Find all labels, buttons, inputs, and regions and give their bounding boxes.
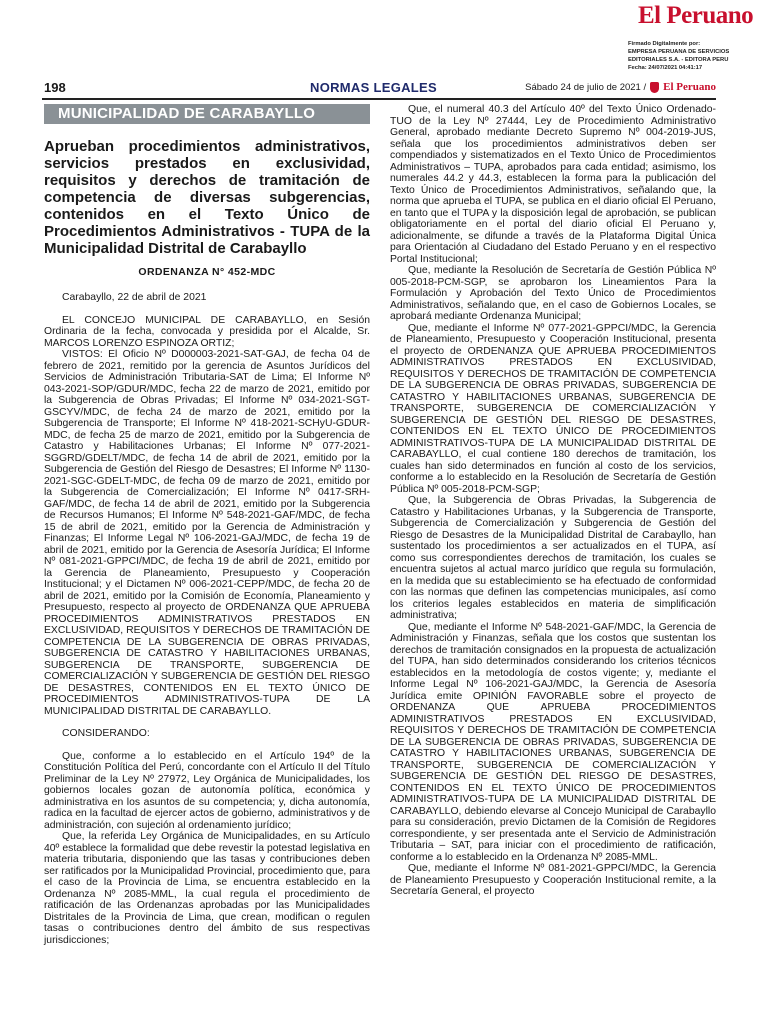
left-column [44,104,370,946]
paragraph: Que, mediante el Informe Nº 081-2021-GPPCI/MDC, la Gerencia de Planeamiento Presupuesto y Cooperación Institucional remite, a la Secretaría General, el proyecto [390,863,716,897]
paragraph: VISTOS: El Oficio Nº D000003-2021-SAT-GAJ, de fecha 04 de febrero de 2021, remitido por la gerencia de Asuntos Jurídicos del Servicios de Administración Tributaria-SAT de Lima; El Informe Nº 043-2021-SOP/GDUR/MDC, fecha 22 de marzo de 2021, emitido por la Subgerencia de Obras Privadas; El Informe Nº 034-2021-SGT-GSCYV/MDC, de fecha 24 de marzo de 2021, emitido por la Subgerencia de Transporte; El Informe Nº 418-2021-SCHyU-GDUR-MDC, de fecha 25 de marzo de 2021, emitido por la Subgerencia de Catastro y Habilitaciones Urbanas; El Informe Nº 077-2021-SGGRD/GDELT/MDC, de fecha 14 de abril de 2021, emitido por la Subgerencia de Gestión del Riesgo de Desastres; El Informe Nº 1130-2021-SGC-GDELT-MDC, de fecha 09 de marzo de 2021, emitido por la Subgerencia de Comercialización; El Informe Nº 0417-SRH-GAF/MDC, de fecha 14 de abril de 2021, emitido por la Subgerencia de Recursos Humanos; El Informe Nº 548-2021-GAF/MDC, de fecha 15 de abril de 2021, emitido por la Gerencia de Administración y Finanzas; El Informe Legal Nº 106-2021-GAJ/MDC, de fecha 19 de abril de 2021, emitido por la Gerencia de Asesoría Jurídica; El Informe Nº 081-2021-GPPCI/MDC, de fecha 19 de abril de 2021, emitido por la Gerencia de Planeamiento, Presupuesto y Cooperación Institucional; y el Dictamen Nº 006-2021-CEPP/MDC, de fecha 20 de abril de 2021, emitido por la Comisión de Economía, Planeamiento y Presupuesto, respecto al proyecto de ORDENANZA QUE APRUEBA PROCEDIMIENTOS ADMINISTRATIVOS PRESTADOS EN EXCLUSIVIDAD, REQUISITOS Y DERECHOS DE TRAMITACIÓN DE COMPETENCIA DE LA SUBGERENCIA DE OBRAS PRIVADAS, SUBGERENCIA DE CATASTRO Y HABILITACIONES URBANAS, SUBGERENCIA DE TRANSPORTE, SUBGERENCIA DE COMERCIALIZACIÓN Y SUBGERENCIA DE GESTIÓN DEL RIESGO DE DESASTRES, CONTENIDOS EN EL TEXTO ÚNICO DE PROCEDIMIENTOS ADMINISTRATIVOS-TUPA DE LA MUNICIPALIDAD DISTRITAL DE CARABAYLLO. [44,349,370,717]
signature-line: EDITORIALES S.A. - EDITORA PERU [628,57,729,63]
publication-date: Sábado 24 de julio de 2021 / [525,81,647,93]
masthead [628,0,768,82]
institution-banner: MUNICIPALIDAD DE CARABAYLLO [44,104,370,124]
paragraph: Que, mediante la Resolución de Secretaría de Gestión Pública Nº 005-2018-PCM-SGP, se aprobaron los Lineamientos Para la Formulación y Aprobación del Texto Único de Procedimientos Administrativos, señalando que, en el caso de Gobiernos Locales, se aprobará mediante Ordenanza Municipal; [390,265,716,322]
signature-line: Firmado Digitalmente por: [628,41,701,47]
shield-icon [650,82,659,93]
header-divider [42,98,716,100]
header-logo: El Peruano [663,81,716,93]
paragraph: Que, mediante el Informe Nº 077-2021-GPPCI/MDC, la Gerencia de Planeamiento, Presupuesto y Cooperación Institucional, presenta el proyecto de ORDENANZA QUE APRUEBA PROCEDIMIENTOS ADMINISTRATIVOS PRESTADOS EN EXCLUSIVIDAD, REQUISITOS Y DERECHOS DE TRAMITACIÓN DE COMPETENCIA DE LA SUBGERENCIA DE OBRAS PRIVADAS, SUBGERENCIA DE CATASTRO Y HABILITACIONES URBANAS, SUBGERENCIA DE TRANSPORTE, SUBGERENCIA DE COMERCIALIZACIÓN Y SUBGERENCIA DE GESTIÓN DEL RIESGO DE DESASTRES, CONTENIDOS EN EL TEXTO ÚNICO DE PROCEDIMIENTOS ADMINISTRATIVOS-TUPA DE LA MUNICIPALIDAD DISTRITAL DE CARABAYLLO, el cual contiene 180 derechos de tramitación, los cuales han sido determinados en función al costo de los servicios, conforme a lo establecido en la Resolución de Secretaría de Gestión Pública Nº 005-2018-PCM-SGP; [390,322,716,495]
article-title: Aprueban procedimientos administrativos, servicios prestados en exclusividad, requisitos y derechos de tramitación de competencia de diversas subgerencias, contenidos en el Texto Único de Procedimientos Administrativos - TUPA de la Municipalidad Distrital de Carabayllo [44,137,370,257]
header-date-block [525,81,716,93]
signature-line: EMPRESA PERUANA DE SERVICIOS [628,49,730,55]
paragraph: Carabayllo, 22 de abril de 2021 [62,292,207,303]
section-title: NORMAS LEGALES [310,80,437,95]
paragraph: Que, mediante el Informe Nº 548-2021-GAF/MDC, la Gerencia de Administración y Finanzas, señala que los costos que sustentan los derechos de tramitación consignados en la propuesta de actualización del TUPA, han sido determinados considerando los criterios técnicos establecidos en la metodología de costos vigente; y, mediante el Informe Legal Nº 106-2021-GAJ/MDC, la Gerencia de Asesoría Jurídica emite OPINIÓN FAVORABLE sobre el proyecto de ORDENANZA QUE APRUEBA PROCEDIMIENTOS ADMINISTRATIVOS PRESTADOS EN EXCLUSIVIDAD, REQUISITOS Y DERECHOS DE TRAMITACIÓN DE COMPETENCIA DE LA SUBGERENCIA DE OBRAS PRIVADAS, SUBGERENCIA DE CATASTRO Y HABILITACIONES URBANAS, SUBGERENCIA DE TRANSPORTE, SUBGERENCIA DE COMERCIALIZACIÓN Y SUBGERENCIA DE GESTIÓN DEL RIESGO DE DESASTRES, CONTENIDOS EN EL TEXTO ÚNICO DE PROCEDIMIENTOS ADMINISTRATIVOS-TUPA DE LA MUNICIPALIDAD DISTRITAL DE CARABAYLLO, debiendo elevarse al Concejo Municipal de Carabayllo para su consideración, previo Dictamen de la Comisión de Regidores correspondiente, y ser presentada ante el Servicio de Administración Tributaria – SAT, para iniciar con el procedimiento de ratificación, conforme a lo establecido en la Ordenanza Nº 2085-MML. [390,621,716,863]
digital-signature [628,40,764,72]
page-number: 198 [44,80,66,95]
right-column [390,104,716,898]
ordinance-number: ORDENANZA N° 452-MDC [138,265,276,278]
paragraph: Que, conforme a lo establecido en el Artículo 194º de la Constitución Política del Perú, concordante con el Artículo II del Título Preliminar de la Ley Nº 27972, Ley Orgánica de Municipalidades, los gobiernos locales gozan de autonomía política, económica y administrativa en los asuntos de su competencia; y, dicha autonomía, radica en la facultad de ejercer actos de gobierno, administrativos y de administración, con sujeción al ordenamiento jurídico; [44,750,370,831]
page-header [42,80,716,98]
paragraph: Que, la referida Ley Orgánica de Municipalidades, en su Artículo 40º establece la formalidad que debe revestir la potestad legislativa en materia tributaria, disponiendo que las tasas y contribuciones deben ser ratificados por la Municipalidad Provincial, procedimiento que, para el caso de la Provincia de Lima, se encuentra establecido en la Ordenanza Nº 2085-MML, la cual regula el procedimiento de ratificación de las Ordenanzas aprobadas por las Municipalidades Distritales de la Provincia de Lima, que crean, modifican o regulen tasas o contribuciones dentro del ámbito de sus respectivas jurisdicciones; [44,831,370,946]
paragraph: Que, la Subgerencia de Obras Privadas, la Subgerencia de Catastro y Habilitaciones Urbanas, y la Subgerencia de Transporte, Subgerencia de Comercialización y Subgerencia de Gestión del Riesgo de Desastres de la Municipalidad Distrital de Carabayllo, han sustentado los procedimientos a ser actualizados en el TUPA, así como sus correspondientes derechos de tramitación, los cuales se encuentra sujetos al actual marco jurídico que regula su formulación, en la medida que su establecimiento se ha efectuado de conformidad con las normas que definen las competencias municipales, así como los criterios legales establecidos en materia de simplificación administrativa; [390,495,716,621]
signature-line: Fecha: 24/07/2021 04:41:17 [628,65,703,71]
el-peruano-logo: El Peruano [638,2,754,29]
paragraph: EL CONCEJO MUNICIPAL DE CARABAYLLO, en Sesión Ordinaria de la fecha, convocada y presidida por el Alcalde, Sr. MARCOS LORENZO ESPINOZA ORTIZ; [44,314,370,349]
section-heading: CONSIDERANDO: [62,728,150,739]
paragraph: Que, el numeral 40.3 del Artículo 40º del Texto Único Ordenado-TUO de la Ley Nº 27444, Ley de Procedimiento Administrativo General, aprobado mediante Decreto Supremo Nº 004-2019-JUS, señala que los procedimientos administrativos deben ser compendiados y sistematizados en el Texto Único de Procedimientos Administrativos – TUPA, aprobados para cada entidad; asimismo, los numerales 44.2 y 44.3, establecen la forma para la publicación del Texto Único de Procedimientos Administrativos, señalando que, la norma que aprueba el TUPA, se publica en el diario oficial El Peruano, en tanto que el TUPA y la disposición legal de aprobación, se publican obligatoriamente en el portal del diario oficial El Peruano y, adicionalmente, se difunde a través de la Plataforma Digital Única para Orientación al Ciudadano del Estado Peruano y en el respectivo Portal Institucional; [390,104,716,265]
